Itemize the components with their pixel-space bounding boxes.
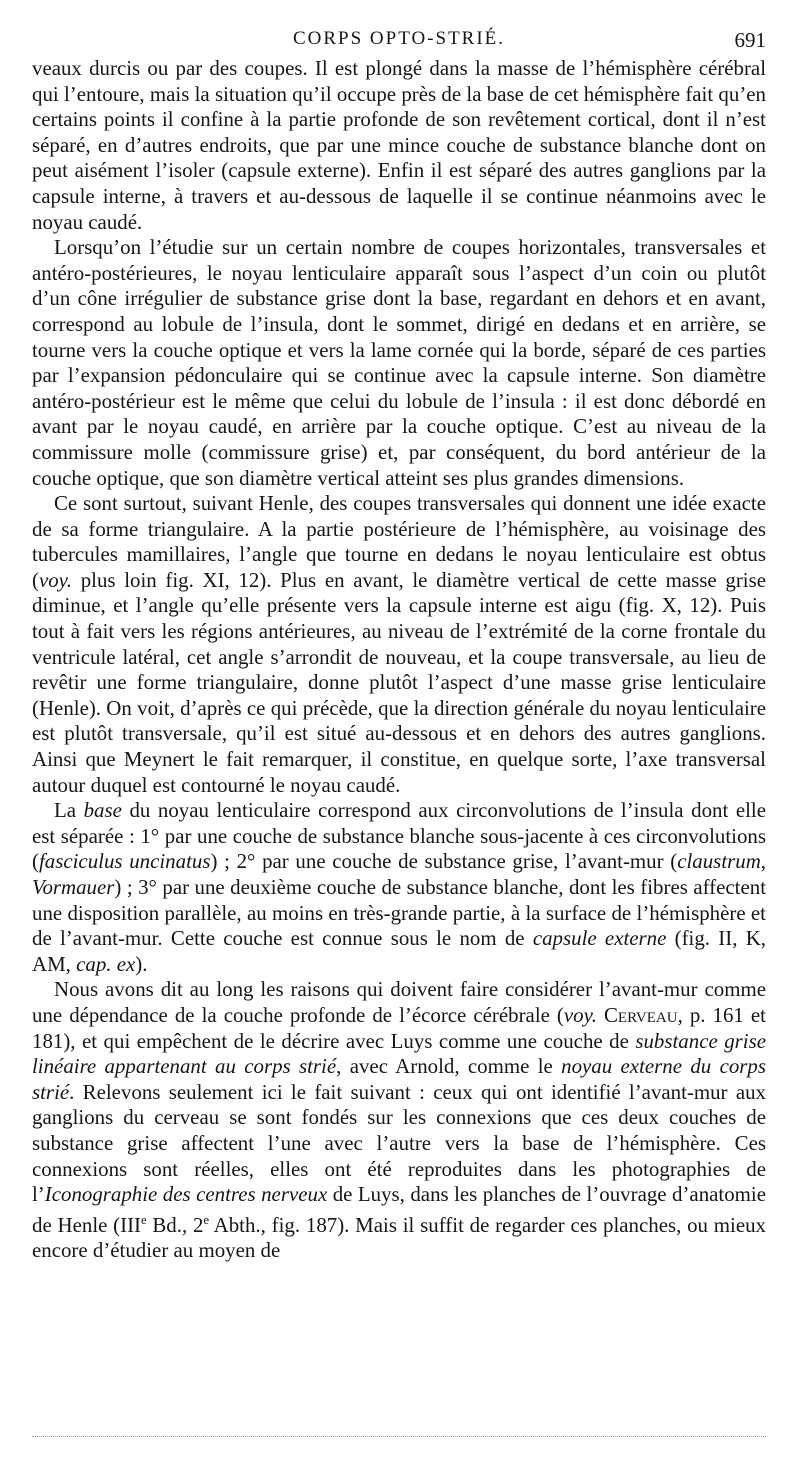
italic-run: voy. xyxy=(38,567,73,592)
paragraph-5 xyxy=(32,977,766,1264)
body-text xyxy=(32,56,766,1264)
page-number: 691 xyxy=(734,28,766,52)
text-run: Abth., fig. 187). Mais il suffit de regarder ces planches, ou mieux encore d’étudier au moyen de xyxy=(32,1212,767,1263)
text-run: du noyau lenticulaire correspond aux circonvolutions de l’insula dont elle est séparée : 1° par une couche de substance blanche sous-jacente à ces circonvolutions ( xyxy=(32,798,766,874)
italic-run: Iconographie des centres nerveux xyxy=(44,1182,328,1207)
text-run: Bd., 2 xyxy=(146,1212,204,1237)
paragraph-4 xyxy=(32,798,766,977)
italic-run: cap. ex xyxy=(76,951,136,976)
text-run xyxy=(597,1003,604,1027)
running-title: CORPS OPTO-STRIÉ. xyxy=(292,28,506,49)
superscript-run: e xyxy=(141,1212,147,1227)
small-caps-run: Cerveau xyxy=(604,1002,678,1027)
text-run: ) ; 2° par une couche de substance grise, l’avant-mur ( xyxy=(210,849,678,874)
text-run: ) ; 3° par une deuxième couche de substance blanche, dont les fibres affectent une disposition parallèle, au moins en très-grande partie, à la surface de l’hémisphère et de l’avant-mur. Cette couche est connue sous le nom de xyxy=(32,875,766,951)
italic-run: base xyxy=(83,798,122,823)
text-run: Ce sont surtout, suivant Henle, des coupes transversales qui donnent une idée exacte de sa forme triangulaire. A la partie postérieure de l’hémisphère, au voisinage des tubercules mamillaires, l’angle que tourne en dedans le noyau lenticulaire est obtus ( xyxy=(32,491,766,592)
running-head xyxy=(32,22,766,56)
text-run: (fig. II, K, AM, xyxy=(32,926,766,976)
paragraph-1 xyxy=(32,56,766,235)
book-page xyxy=(32,22,766,1264)
text-run: Lorsqu’on l’étudie sur un certain nombre de coupes horizontales, transversales et antéro-postérieures, le noyau lenticulaire apparaît sous l’aspect d’un coin ou plutôt d’un cône irrégulier de substance grise dont la base, regardant en dehors et en avant, correspond au lobule de l’insula, dont le sommet, dirigé en dedans et en arrière, se tourne vers la couche optique et vers la lame cornée qui la borde, séparé de ces parties par l’expansion pédonculaire qui se continue avec la capsule interne. Son diamètre antéro-postérieur est le même que celui du lobule de l’insula : il est donc débordé en avant par le noyau caudé, en arrière par la couche optique. C’est au niveau de la commissure molle (commissure grise) et, par conséquent, du bord antérieur de la couche optique, que son diamètre vertical atteint ses plus grandes dimensions. xyxy=(32,235,766,490)
paragraph-2 xyxy=(32,235,766,491)
paragraph-3 xyxy=(32,491,766,798)
text-run: Nous avons dit au long les raisons qui doivent faire considérer l’avant-mur comme une dépendance de la couche profonde de l’écorce cérébrale ( xyxy=(32,977,766,1027)
italic-run: substance grise linéaire appartenant au corps strié xyxy=(32,1028,766,1079)
superscript-run: e xyxy=(203,1212,209,1227)
text-run: de Luys, dans les planches de l’ouvrage d’anatomie de Henle (III xyxy=(32,1182,766,1237)
text-run: , p. 161 et 181), et qui empêchent de le décrire avec Luys comme une couche de xyxy=(32,1002,766,1053)
text-run: ). xyxy=(135,951,148,976)
text-run: plus loin fig. XI, 12). Plus en avant, le diamètre vertical de cette masse grise diminue, et l’angle qu’elle présente vers la capsule interne est aigu (fig. X, 12). Puis tout à fait vers les régions antérieures, au niveau de l’extrémité de la corne frontale du ventricule latéral, cet angle s’arrondit de nouveau, et la coupe transversale, au lieu de revêtir une forme triangulaire, donne plutôt l’aspect d’une masse grise lenticulaire (Henle). On voit, d’après ce qui précède, que la direction générale du noyau lenticulaire est plutôt transversale, qu’il est situé au-dessous et en dehors des autres ganglions. Ainsi que Meynert le fait remarquer, il constitue, en quelque sorte, l’axe transversal autour duquel est contourné le noyau caudé. xyxy=(32,567,766,797)
footer-rule xyxy=(32,1436,766,1437)
italic-run: noyau externe du corps strié xyxy=(32,1054,766,1104)
italic-run: capsule externe xyxy=(532,926,667,951)
text-run: veaux durcis ou par des coupes. Il est plongé dans la masse de l’hémisphère cérébral qui l’entoure, mais la situation qu’il occupe près de la base de cet hémisphère fait qu’en certains points il confine à la partie profonde de son revêtement cortical, dont il n’est séparé, en d’autres endroits, que par une mince couche de substance blanche dont on peut aisément l’isoler (capsule externe). Enfin il est séparé des autres ganglions par la capsule interne, à travers et au-dessous de laquelle il se continue néanmoins avec le noyau caudé. xyxy=(32,56,766,234)
italic-run: voy. xyxy=(563,1002,597,1027)
italic-run: fasciculus uncinatus xyxy=(38,849,211,874)
text-run: , avec Arnold, comme le xyxy=(336,1054,562,1079)
text-run: La xyxy=(54,798,84,823)
italic-run: claustrum, Vormauer xyxy=(32,849,767,899)
text-run: . Relevons seulement ici le fait suivant : ceux qui ont identifié l’avant-mur aux ganglions du cerveau se sont fondés sur les connexions que ces deux couches de substance grise affectent l’une avec l’autre vers la base de l’hémisphère. Ces connexions sont réelles, elles ont été reproduites dans les photographies de l’ xyxy=(32,1079,766,1207)
